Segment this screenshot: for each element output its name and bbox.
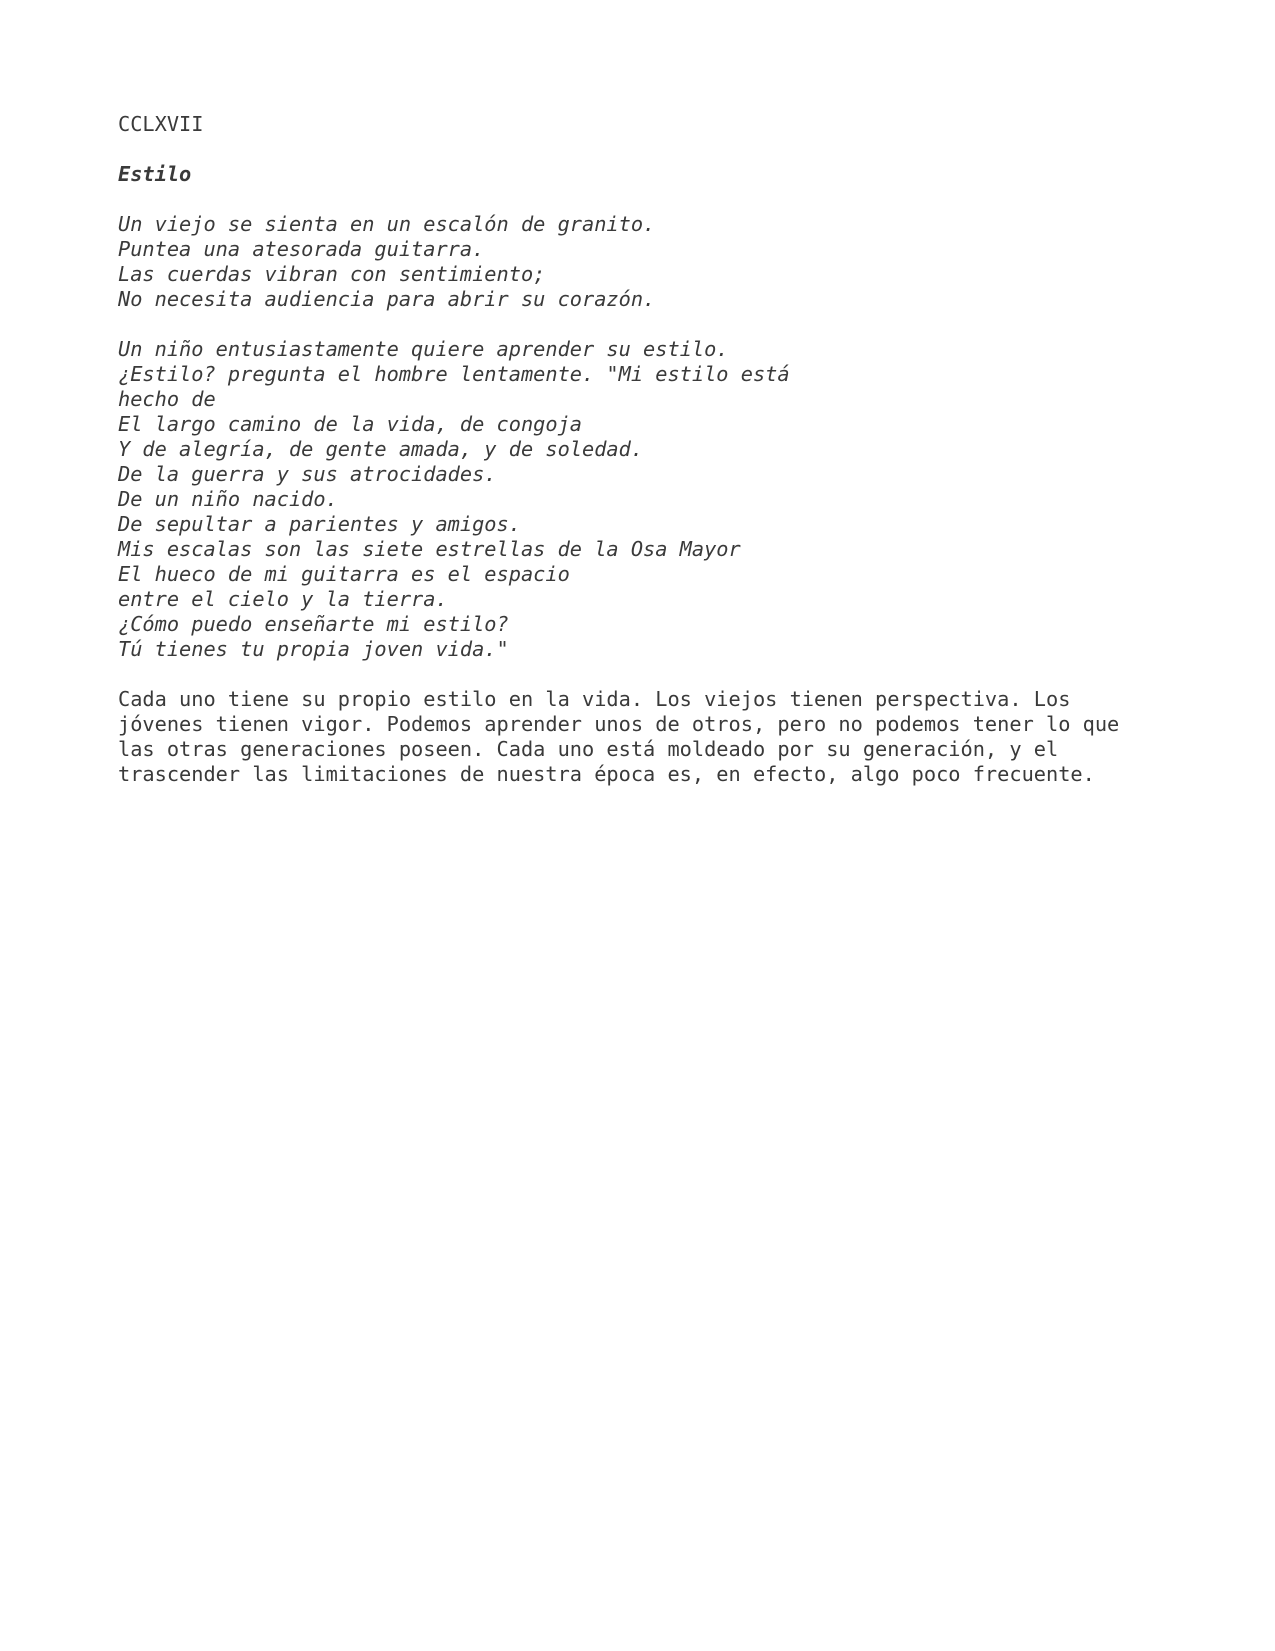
paragraph-line: jóvenes tienen vigor. Podemos aprender unos de otros, pero no podemos tener lo que [118,712,1120,736]
verse-line: El hueco de mi guitarra es el espacio [118,562,570,586]
stanza-2 [118,337,1158,662]
verse-line: De la guerra y sus atrocidades. [118,462,497,486]
verse-line: hecho de [118,387,216,411]
verse-line: Las cuerdas vibran con sentimiento; [118,262,546,286]
verse-line: De un niño nacido. [118,487,338,511]
verse-line: Puntea una atesorada guitarra. [118,237,485,261]
verse-line: El largo camino de la vida, de congoja [118,412,582,436]
verse-line: Tú tienes tu propia joven vida." [118,637,509,661]
paragraph-line: Cada uno tiene su propio estilo en la vida. Los viejos tienen perspectiva. Los [118,687,1071,711]
verse-line: Mis escalas son las siete estrellas de la Osa Mayor [118,537,741,561]
poem-number: CCLXVII [118,112,204,136]
verse-line: Y de alegría, de gente amada, y de soledad. [118,437,644,461]
verse-line: Un niño entusiastamente quiere aprender su estilo. [118,337,729,361]
verse-line: ¿Estilo? pregunta el hombre lentamente. "Mi estilo está [118,362,790,386]
poem-title: Estilo [118,162,192,186]
verse-line: entre el cielo y la tierra. [118,587,448,611]
paragraph-line: las otras generaciones poseen. Cada uno está moldeado por su generación, y el [118,737,1059,761]
stanza-1 [118,212,1158,312]
verse-line: No necesita audiencia para abrir su corazón. [118,287,656,311]
verse-line: De sepultar a parientes y amigos. [118,512,521,536]
verse-line: Un viejo se sienta en un escalón de granito. [118,212,656,236]
document-page [118,112,1158,787]
commentary-paragraph [118,687,1158,787]
paragraph-line: trascender las limitaciones de nuestra época es, en efecto, algo poco frecuente. [118,762,1095,786]
verse-line: ¿Cómo puedo enseñarte mi estilo? [118,612,509,636]
